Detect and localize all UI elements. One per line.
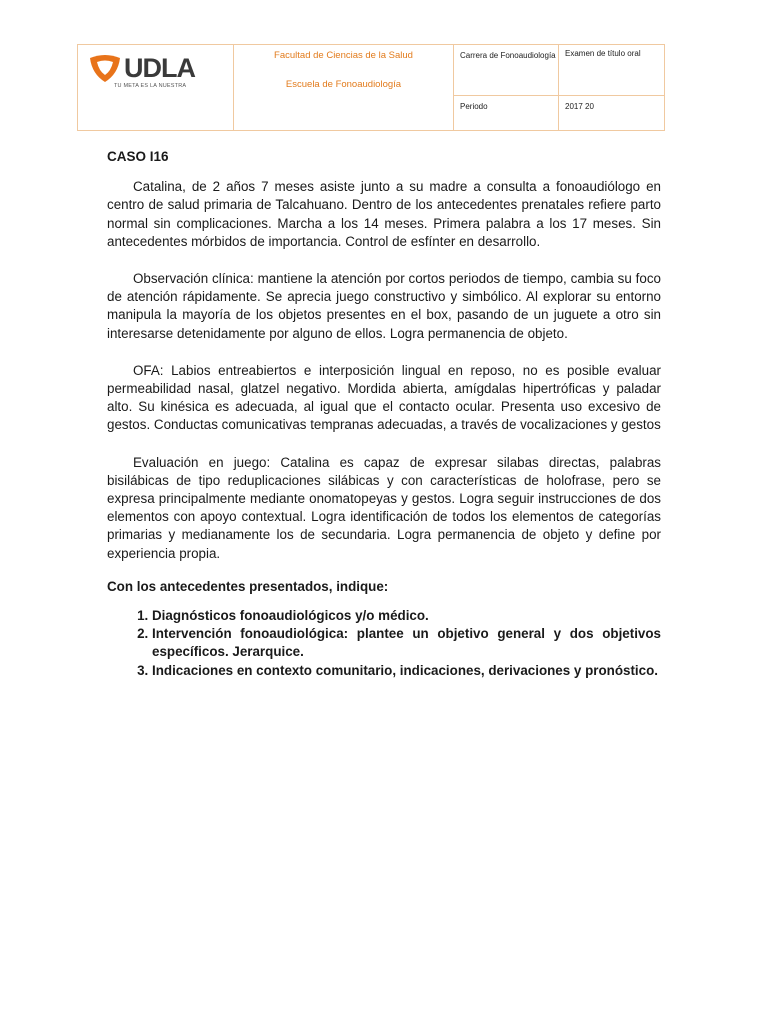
career-label: Carrera de Fonoaudiología	[460, 51, 556, 60]
paragraph-evaluation: Evaluación en juego: Catalina es capaz de expresar silabas directas, palabras bisilábicas de tipo reduplicaciones silábicas y con características de holofrase, pero se expresa principalmente mediante onomatopeyas y gestos. Logra seguir instrucciones de dos elementos con apoyo contextual. Logra identificación de todos los elementos de categorías primarias y medianamente los de secundaria. Logra permanencia de objeto y define por experiencia propia.	[107, 454, 661, 561]
logo-cell	[78, 45, 233, 130]
exam-label: Examen de título oral	[565, 49, 641, 58]
logo-mark-icon	[88, 54, 122, 84]
case-content	[107, 148, 661, 680]
logo-brand: UDLA	[124, 53, 195, 83]
faculty-name: Facultad de Ciencias de la Salud	[274, 50, 413, 61]
header-table	[77, 44, 665, 131]
list-item: 2. Intervención fonoaudiológica: plantee un objetivo general y dos objetivos específicos. Jerarquice.	[152, 625, 661, 661]
paragraph-observation: Observación clínica: mantiene la atención por cortos periodos de tiempo, cambia su foco de atención rápidamente. Se aprecia juego constructivo y simbólico. Al explorar su entorno manipula la mayoría de los objetos presentes en el box, pasando de un juguete a otro sin interesarse detenidamente por alguno de ellos. Logra permanencia de objeto.	[107, 271, 661, 341]
paragraph-history: Catalina, de 2 años 7 meses asiste junto a su madre a consulta a fonoaudiólogo en centro de salud primaria de Talcahuano. Dentro de los antecedentes prenatales refiere parto normal sin complicaciones. Marcha a los 14 meses. Primera palabra a los 17 meses. Sin antecedentes mórbidos de importancia. Control de esfínter en desarrollo.	[107, 179, 661, 249]
paragraph-ofa: OFA: Labios entreabiertos e interposición lingual en reposo, no es posible evaluar permeabilidad nasal, glatzel negativo. Mordida abierta, amígdalas hipertróficas y paladar alto. Su kinésica es adecuada, al igual que el contacto ocular. Presenta uso excesivo de gestos. Conductas comunicativas tempranas adecuadas, a través de vocalizaciones y gestos	[107, 362, 661, 433]
divider	[454, 95, 664, 96]
period-value: 2017 20	[565, 102, 594, 111]
divider	[453, 45, 454, 130]
list-item: 3. Indicaciones en contexto comunitario, indicaciones, derivaciones y pronóstico.	[152, 662, 661, 680]
faculty-cell	[234, 45, 453, 130]
period-label: Periodo	[460, 102, 488, 111]
logo-tagline: TU META ES LA NUESTRA	[114, 83, 187, 89]
question-prompt: Con los antecedentes presentados, indique:	[107, 578, 389, 594]
school-name: Escuela de Fonoaudiología	[285, 79, 402, 90]
list-item: 1. Diagnósticos fonoaudiológicos y/o médico.	[152, 607, 661, 625]
task-list	[107, 607, 661, 680]
case-title: CASO I16	[107, 149, 169, 164]
udla-logo	[88, 51, 218, 91]
